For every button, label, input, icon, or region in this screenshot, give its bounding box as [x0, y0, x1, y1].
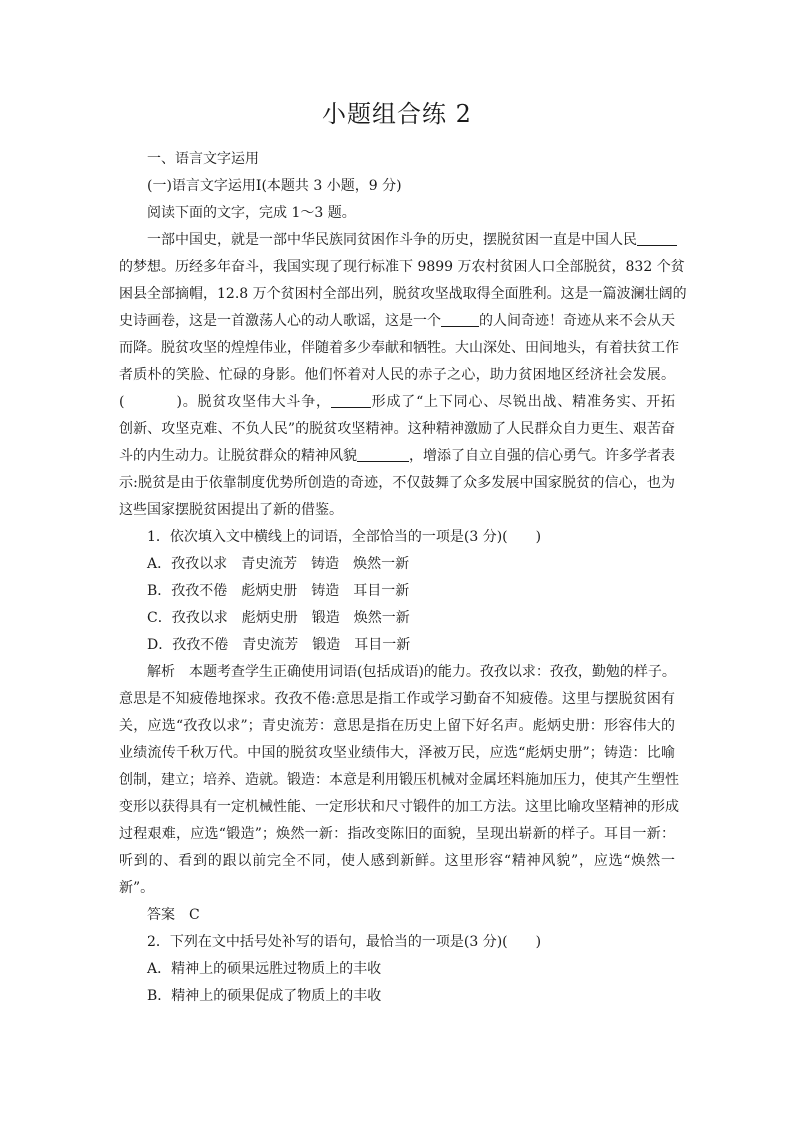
analysis-line: 变形以获得具有一定机械性能、一定形状和尺寸锻件的加工方法。这里比喻攻坚精神的形成	[119, 799, 679, 815]
analysis-line: 新”。	[119, 880, 155, 896]
analysis-line: 业绩流传千秋万代。中国的脱贫攻坚业绩伟大，泽被万民，应选“彪炳史册”；铸造：比喻	[119, 745, 675, 761]
analysis-line: 创制，建立；培养、造就。锻造：本意是利用锻压机械对金属坯料施加压力，使其产生塑性	[119, 772, 679, 788]
question-1-option-d: D．孜孜不倦 青史流芳 锻造 耳目一新	[147, 637, 411, 653]
instruction-text: 阅读下面的文字，完成 1～3 题。	[147, 205, 356, 221]
question-1-option-b: B．孜孜不倦 彪炳史册 铸造 耳目一新	[147, 583, 410, 599]
passage-line: 这些国家摆脱贫困提出了新的借鉴。	[119, 502, 343, 518]
analysis-label: 解析	[147, 664, 175, 680]
passage-line: 创新、攻坚克难、不负人民”的脱贫攻坚精神。这种精神激励了人民群众自力更生、艰苦奋	[119, 421, 675, 437]
analysis-line: 关，应选“孜孜以求”；青史流芳：意思是指在历史上留下好名声。彪炳史册：形容伟大的	[119, 718, 675, 734]
subsection-heading: (一)语言文字运用Ⅰ(本题共 3 小题，9 分)	[147, 178, 402, 194]
passage-line: 者质朴的笑脸、忙碌的身影。他们怀着对人民的赤子之心，助力贫困地区经济社会发展。	[119, 367, 675, 383]
question-1-option-c: C．孜孜以求 彪炳史册 锻造 焕然一新	[147, 610, 410, 626]
question-2-option-a: A．精神上的硕果远胜过物质上的丰收	[147, 961, 382, 977]
analysis-line: 意思是不知疲倦地探求。孜孜不倦:意思是指工作或学习勤奋不知疲倦。这里与摆脱贫困有	[119, 691, 675, 707]
document-body	[119, 146, 687, 1010]
passage-line: 困县全部摘帽，12.8 万个贫困村全部出列，脱贫攻坚战取得全面胜利。这是一篇波澜壮阔的	[119, 286, 687, 302]
passage-text: 一部中国史，就是一部中华民族同贫困作斗争的历史，摆脱贫困一直是中国人民	[147, 232, 637, 248]
passage-line: 而降。脱贫攻坚的煌煌伟业，伴随着多少奉献和牺牲。大山深处、田间地头，有着扶贫工作	[119, 340, 679, 356]
fill-blank	[331, 392, 371, 408]
fill-blank	[357, 446, 409, 462]
answer-label: 答案	[147, 907, 175, 923]
question-1-stem: 1．依次填入文中横线上的词语，全部恰当的一项是(3 分)( )	[147, 529, 542, 545]
answer-line	[119, 902, 675, 929]
passage-text: 斗的内生动力。让脱贫群众的精神风貌	[119, 448, 357, 464]
question-2-stem: 2．下列在文中括号处补写的语句，最恰当的一项是(3 分)( )	[147, 934, 542, 950]
passage-line	[119, 443, 675, 470]
fill-blank	[441, 311, 479, 327]
passage-text: (	[119, 394, 125, 410]
passage-text: 史诗画卷，这是一首激荡人心的动人歌谣，这是一个	[119, 313, 441, 329]
passage-line	[119, 389, 675, 416]
passage-text: 形成了“上下同心、尽锐出战、精准务实、开拓	[370, 394, 676, 410]
analysis-text: 本题考查学生正确使用词语(包括成语)的能力。孜孜以求：孜孜，勤勉的样子。	[189, 664, 676, 680]
question-1-option-a: A．孜孜以求 青史流芳 铸造 焕然一新	[147, 556, 410, 572]
passage-line	[119, 227, 675, 254]
passage-line: 的梦想。历经多年奋斗，我国实现了现行标准下 9899 万农村贫困人口全部脱贫，832 个贫	[119, 259, 685, 275]
passage-text: 的人间奇迹！奇迹从来不会从天	[479, 313, 675, 329]
passage-text: )。脱贫攻坚伟大斗争，	[176, 394, 331, 410]
page-title: 小题组合练 2	[322, 100, 472, 128]
fill-blank	[637, 230, 677, 246]
passage-line	[119, 308, 675, 335]
answer-value: C	[189, 907, 200, 923]
question-2-option-b: B．精神上的硕果促成了物质上的丰收	[147, 988, 382, 1004]
passage-line: 示:脱贫是由于依靠制度优势所创造的奇迹，不仅鼓舞了众多发展中国家脱贫的信心，也为	[119, 475, 675, 491]
section-heading: 一、语言文字运用	[147, 151, 259, 167]
analysis-line: 过程艰难，应选“锻造”；焕然一新：指改变陈旧的面貌，呈现出崭新的样子。耳目一新：	[119, 826, 675, 842]
analysis-line	[119, 659, 675, 686]
passage-text: ，增添了自立自强的信心勇气。许多学者表	[409, 448, 675, 464]
analysis-line: 听到的、看到的跟以前完全不同，使人感到新鲜。这里形容“精神风貌”，应选“焕然一	[119, 853, 675, 869]
